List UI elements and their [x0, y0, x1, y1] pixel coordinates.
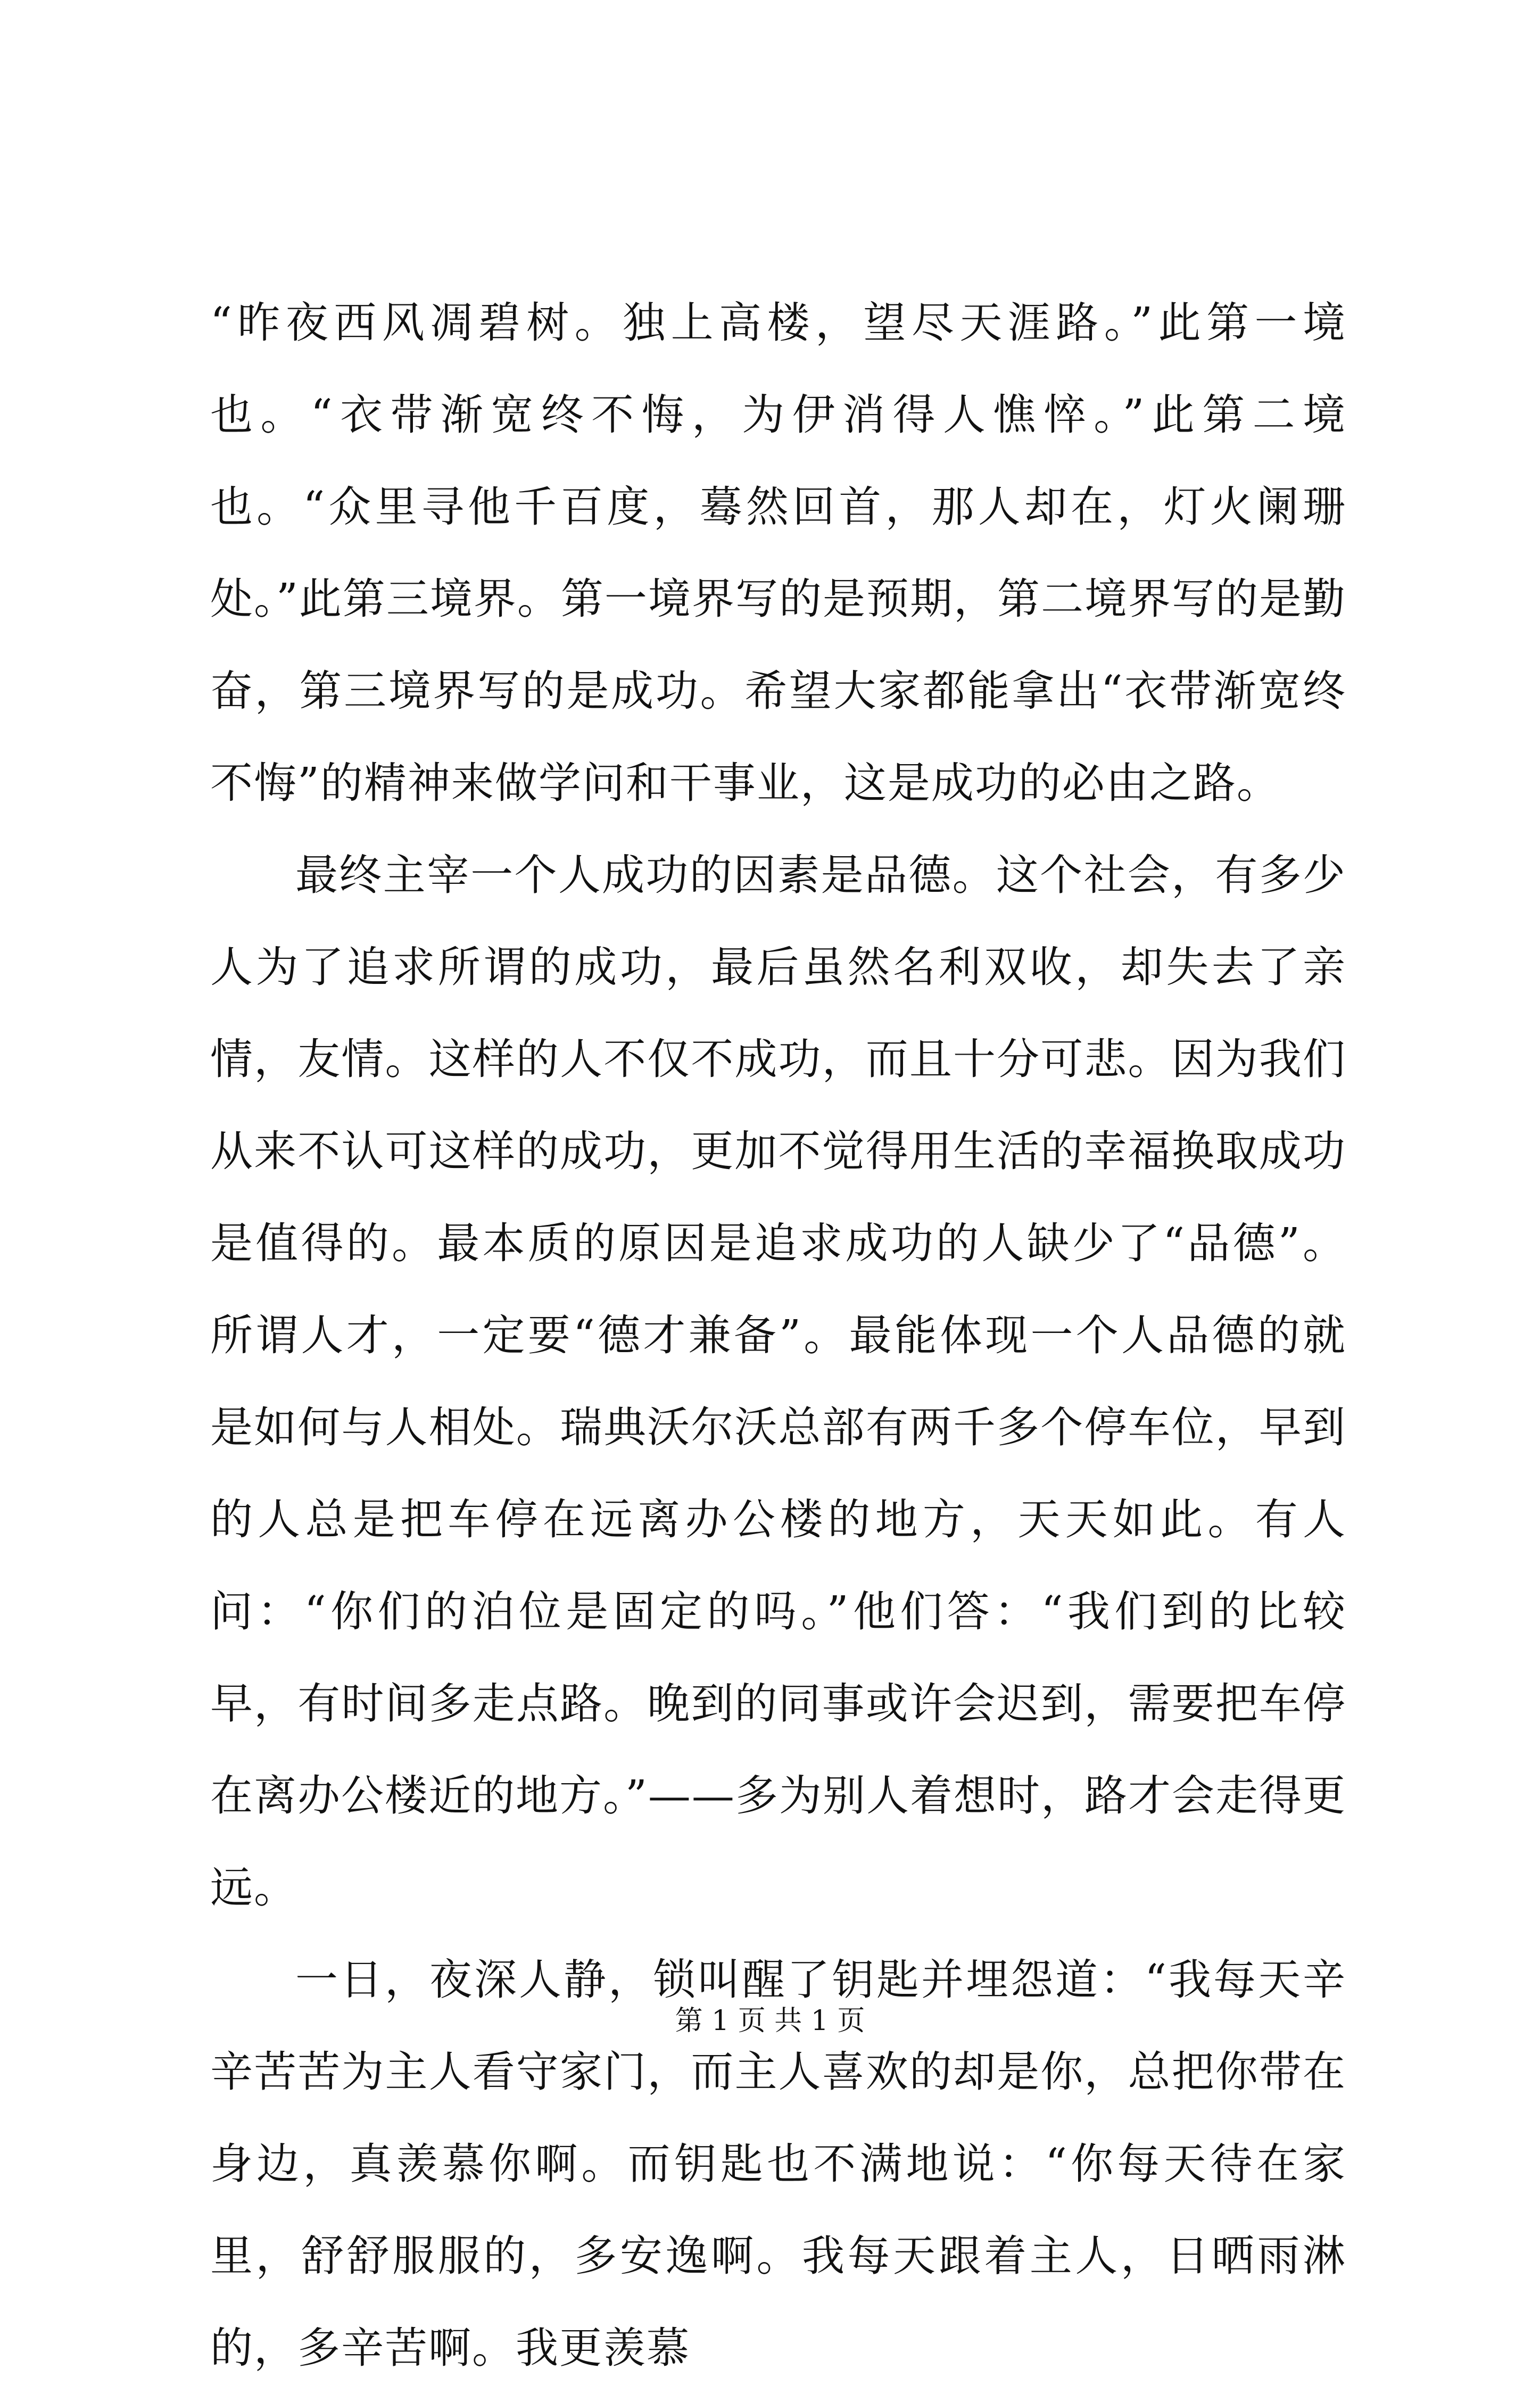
- paragraph-3: 一日，夜深人静，锁叫醒了钥匙并埋怨道：“我每天辛辛苦苦为主人看守家门，而主人喜欢的却是你，总把你带在身边，真羡慕你啊。而钥匙也不满地说：“你每天待在家里，舒舒服服的，多安逸啊。我每天跟着主人，日晒雨淋的，多辛苦啊。我更羡慕: [210, 1955, 1346, 2373]
- paragraph-1: “昨夜西风凋碧树。独上高楼，望尽天涯路。”此第一境也。“衣带渐宽终不悔，为伊消得人憔悴。”此第二境也。“众里寻他千百度，蓦然回首，那人却在，灯火阑珊处。”此第三境界。第一境界写的是预期，第二境界写的是勤奋，第三境界写的是成功。希望大家都能拿出“衣带渐宽终不悔”的精神来做学问和干事业，这是成功的必由之路。: [210, 298, 1346, 808]
- paragraph-2: 最终主宰一个人成功的因素是品德。这个社会，有多少人为了追求所谓的成功，最后虽然名利双收，却失去了亲情，友情。这样的人不仅不成功，而且十分可悲。因为我们从来不认可这样的成功，更加不觉得用生活的幸福换取成功是值得的。最本质的原因是追求成功的人缺少了“品德”。所谓人才，一定要“德才兼备”。最能体现一个人品德的就是如何与人相处。瑞典沃尔沃总部有两千多个停车位，早到的人总是把车停在远离办公楼的地方，天天如此。有人问：“你们的泊位是固定的吗。”他们答：“我们到的比较早，有时间多走点路。晚到的同事或许会迟到，需要把车停在离办公楼近的地方。”——多为别人着想时，路才会走得更远。: [210, 850, 1346, 1912]
- page-footer: 第 1 页 共 1 页: [675, 2005, 865, 2037]
- document-body: [210, 277, 1346, 2394]
